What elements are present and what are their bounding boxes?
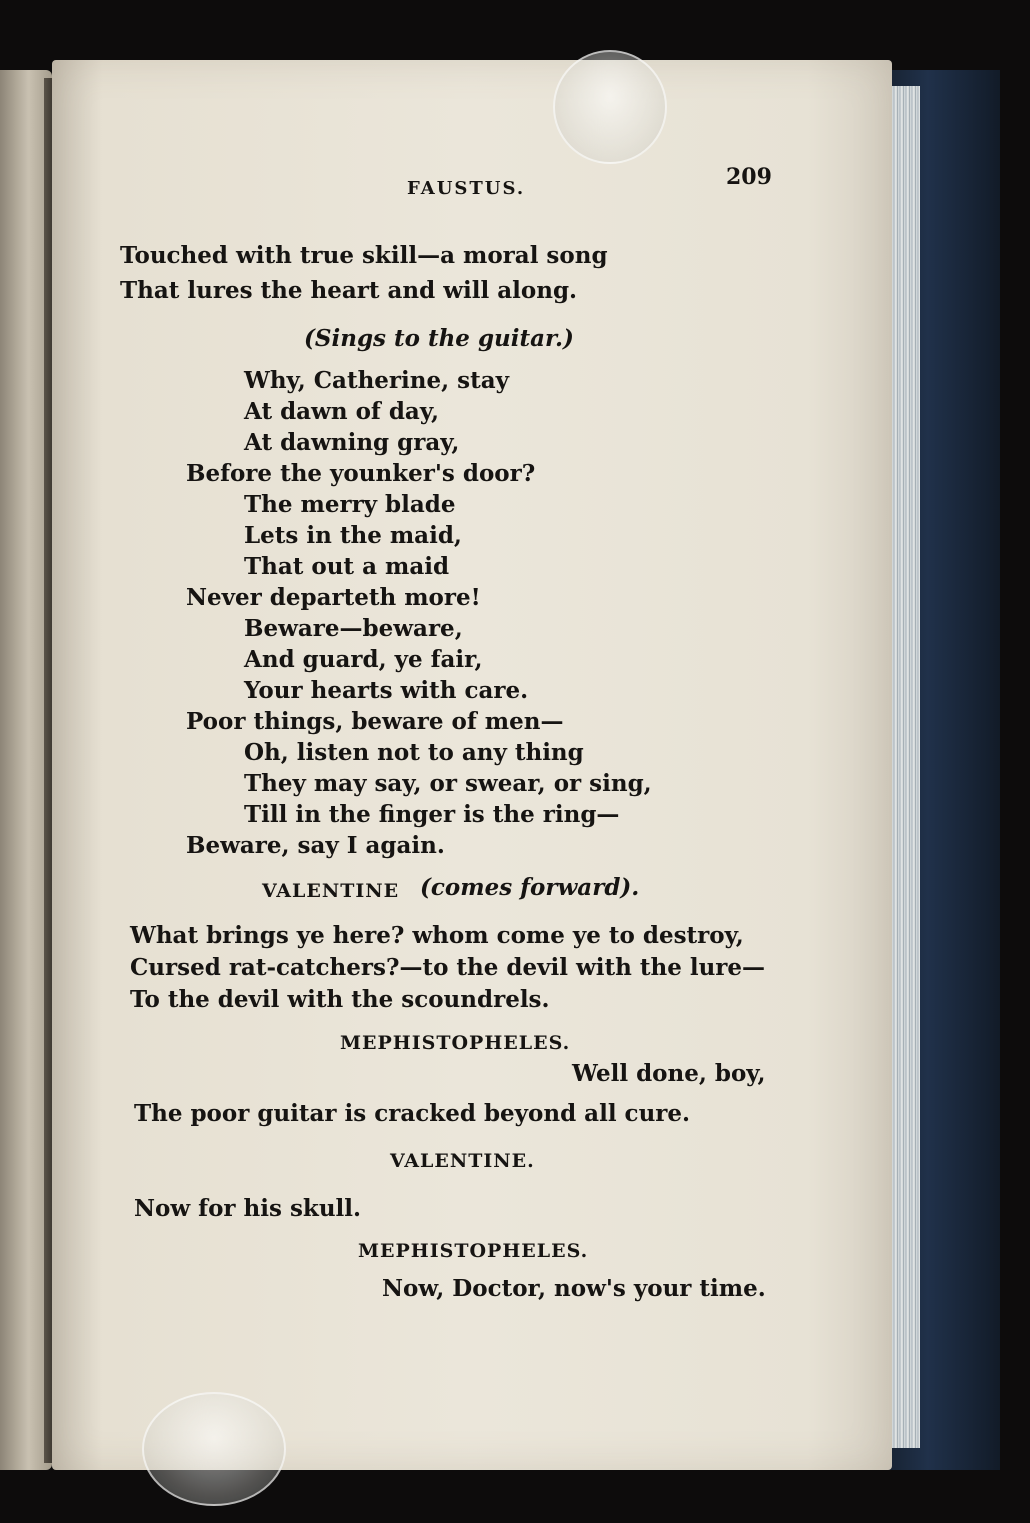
text-line: That lures the heart and will along. [120,277,578,304]
song-line: Never departeth more! [186,584,481,611]
page-clip [142,1392,286,1506]
text-line: Well done, boy, [572,1060,766,1087]
song-line: And guard, ye fair, [244,646,483,673]
text-line: The poor guitar is cracked beyond all cure. [134,1100,691,1127]
song-line: Why, Catherine, stay [244,367,509,394]
song-line: Lets in the maid, [244,522,462,549]
song-line: They may say, or swear, or sing, [244,770,652,797]
text-line: Touched with true skill—a moral song [120,242,608,269]
song-line: The merry blade [244,491,456,518]
stage-direction: (comes forward). [420,874,640,901]
song-line: Before the younker's door? [186,460,536,487]
song-line: Poor things, beware of men— [186,708,564,735]
speaker-name: MEPHISTOPHELES. [358,1240,589,1262]
song-line: Oh, listen not to any thing [244,739,584,766]
text-line: Now, Doctor, now's your time. [382,1275,766,1302]
song-line: At dawn of day, [244,398,439,425]
text-line: What brings ye here? whom come ye to destroy, [130,922,744,949]
page-number: 209 [726,164,772,190]
song-line: Till in the finger is the ring— [244,801,620,828]
speaker-name: MEPHISTOPHELES. [340,1032,571,1054]
speaker-name: VALENTINE [262,880,400,902]
page-clip [553,50,667,164]
running-title: FAUSTUS. [407,178,526,199]
song-line: Beware, say I again. [186,832,445,859]
text-line: Now for his skull. [134,1195,362,1222]
speaker-name: VALENTINE. [390,1150,535,1172]
song-line: At dawning gray, [244,429,460,456]
song-line: Beware—beware, [244,615,463,642]
song-line: Your hearts with care. [244,677,529,704]
text-line: Cursed rat-catchers?—to the devil with the lure— [130,954,766,981]
song-line: That out a maid [244,553,450,580]
stage-direction: (Sings to the guitar.) [304,325,574,352]
text-line: To the devil with the scoundrels. [130,986,550,1013]
